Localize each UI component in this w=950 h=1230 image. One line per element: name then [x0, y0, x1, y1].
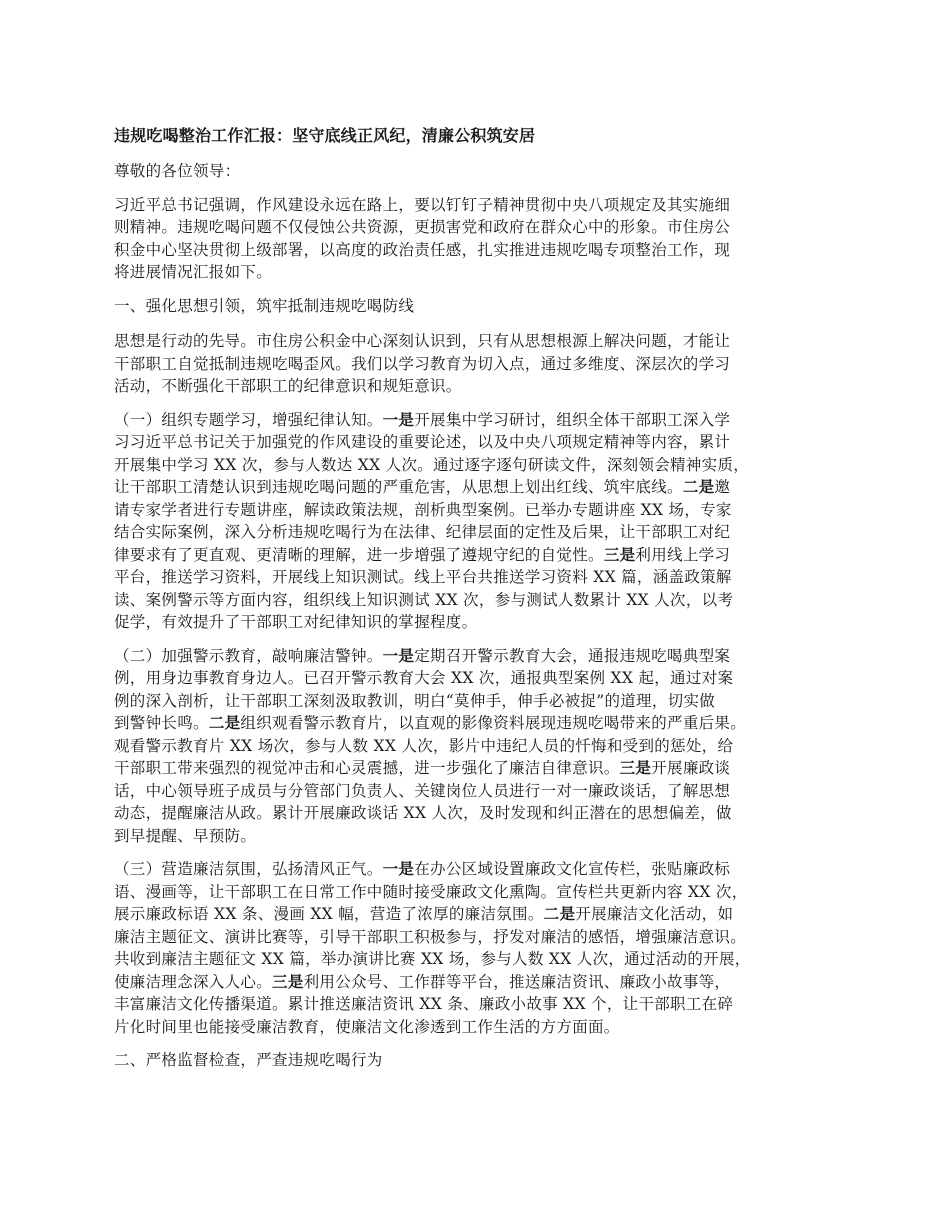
text-fragment: 组织观看警示教育片，以直观的影像资料展现违规吃喝带来的严重后果。 [240, 714, 747, 732]
document-title: 违规吃喝整治工作汇报：坚守底线正风纪，清廉公积筑安居 [114, 126, 536, 145]
text-line: 读、案例警示等方面内容，组织线上知识测试 XX 次，参与测试人数累计 XX 人次，以考 [114, 590, 734, 609]
text-line [114, 544, 844, 567]
text-line: 廉洁主题征文、演讲比赛等，引导干部职工积极参与，抒发对廉洁的感悟，增强廉洁意识。 [114, 927, 747, 946]
text-line [114, 409, 844, 432]
text-line [114, 645, 844, 668]
text-line: 到早提醒、早预防。 [114, 826, 257, 845]
section-1-heading: 一、强化思想引领，筑牢抵制违规吃喝防线 [114, 296, 415, 315]
subsection-1-paragraph [114, 409, 844, 634]
text-fragment: 开展廉洁文化活动，如 [575, 905, 734, 923]
text-fragment: 使廉洁理念深入人心。 [114, 972, 273, 991]
text-fragment: 开展廉政谈 [651, 759, 731, 777]
text-line: 话，中心领导班子成员与分管部门负责人、关键岗位人员进行一对一廉政谈话，了解思想 [114, 781, 731, 800]
text-line: 观看警示教育片 XX 场次，参与人数 XX 人次，影片中违纪人员的忏悔和受到的惩处，给 [114, 736, 734, 755]
text-line: 语、漫画等，让干部职工在日常工作中随时接受廉政文化熏陶。宣传栏共更新内容 XX 次， [114, 882, 748, 901]
subsection-heading: （三）营造廉洁氛围，弘扬清风正气。 [114, 860, 383, 878]
text-line: 习习近平总书记关于加强党的作风建设的重要论述，以及中央八项规定精神等内容，累计 [114, 433, 731, 451]
text-line [114, 476, 844, 499]
text-fragment: 利用线上学习 [635, 545, 731, 564]
text-line: 思想是行动的先导。市住房公积金中心深刻认识到，只有从思想根源上解决问题，才能让 [114, 332, 731, 350]
text-line: 积金中心坚决贯彻上级部署，以高度的政治责任感，扎实推进违规吃喝专项整治工作，现 [114, 240, 731, 259]
bold-label: 二是 [208, 713, 241, 732]
text-fragment: 到警钟长鸣。 [114, 714, 209, 732]
bold-label: 三是 [272, 971, 304, 991]
text-line: 干部职工自觉抵制违规吃喝歪风。我们以学习教育为切入点，通过多维度、深层次的学习 [114, 354, 731, 373]
section-2-heading: 二、严格监督检查，严查违规吃喝行为 [114, 1051, 383, 1069]
salutation: 尊敬的各位领导： [114, 162, 241, 180]
text-fragment: 邀 [714, 478, 731, 496]
subsection-heading: （二）加强警示教育，敲响廉洁警钟。 [114, 646, 383, 665]
bold-label: 一是 [382, 859, 415, 878]
text-line [114, 971, 844, 994]
text-line [114, 712, 844, 735]
text-line [114, 858, 844, 881]
section-1-intro-paragraph [114, 330, 844, 398]
subsection-2-paragraph [114, 645, 844, 848]
text-line: 动态，提醒廉洁从政。累计开展廉政谈话 XX 人次，及时发现和纠正潜在的思想偏差，做 [114, 804, 732, 822]
document-page [114, 124, 844, 1085]
text-line [114, 757, 844, 780]
text-line: 平台，推送学习资料，开展线上知识测试。线上平台共推送学习资料 XX 篇，涵盖政策解 [114, 568, 732, 586]
subsection-heading: （一）组织专题学习，增强纪律认知。 [114, 410, 383, 429]
bold-label: 二是 [682, 477, 715, 496]
text-line: 开展集中学习 XX 次，参与人数达 XX 人次。通过逐字逐句研读文件，深刻领会精神实质， [114, 455, 750, 474]
bold-label: 一是 [382, 645, 415, 665]
text-line: 例的深入剖析，让干部职工深刻汲取教训，明白“莫伸手，伸手必被捉”的道理，切实做 [114, 691, 716, 710]
bold-label: 三是 [619, 758, 652, 777]
text-fragment: 利用公众号、工作群等平台，推送廉洁资讯、廉政小故事等， [303, 972, 731, 991]
text-line: 请专家学者进行专题讲座，解读政策法规，剖析典型案例。已举办专题讲座 XX 场，专家 [114, 500, 732, 519]
text-line: 结合实际案例，深入分析违规吃喝行为在法律、纪律层面的定性及后果，让干部职工对纪 [114, 523, 731, 541]
text-line: 共收到廉洁主题征文 XX 篇，举办演讲比赛 XX 场，参与人数 XX 人次，通过活动的开展， [114, 950, 751, 968]
text-fragment: 在办公区域设置廉政文化宣传栏，张贴廉政标 [414, 860, 731, 878]
bold-label: 一是 [382, 409, 415, 429]
subsection-3-paragraph [114, 858, 844, 1038]
text-fragment: 展示廉政标语 XX 条、漫画 XX 幅，营造了浓厚的廉洁氛围。 [114, 905, 544, 923]
text-line [114, 903, 844, 926]
text-line: 丰富廉洁文化传播渠道。累计推送廉洁资讯 XX 条、廉政小故事 XX 个，让干部职工在碎 [114, 995, 734, 1013]
text-line: 将进展情况汇报如下。 [114, 263, 273, 281]
text-line: 片化时间里也能接受廉洁教育，使廉洁文化渗透到工作生活的方方面面。 [114, 1017, 620, 1036]
text-fragment: 干部职工带来强烈的视觉冲击和心灵震撼，进一步强化了廉洁自律意识。 [114, 759, 620, 777]
text-fragment: 律要求有了更直观、更清晰的理解，进一步增强了遵规守纪的自觉性。 [114, 545, 604, 564]
text-line: 则精神。违规吃喝问题不仅侵蚀公共资源，更损害党和政府在群众心中的形象。市住房公 [114, 218, 731, 236]
intro-paragraph [114, 194, 844, 284]
text-fragment: 让干部职工清楚认识到违规吃喝问题的严重危害，从思想上划出红线、筑牢底线。 [114, 478, 683, 496]
bold-label: 二是 [543, 904, 576, 923]
text-fragment: 定期召开警示教育大会，通报违规吃喝典型案 [414, 646, 731, 665]
bold-label: 三是 [603, 544, 636, 564]
text-line: 活动，不断强化干部职工的纪律意识和规矩意识。 [114, 377, 462, 395]
text-line: 促学，有效提升了干部职工对纪律知识的掌握程度。 [114, 613, 478, 631]
text-line: 习近平总书记强调，作风建设永远在路上，要以钉钉子精神贯彻中央八项规定及其实施细 [114, 195, 731, 214]
text-line: 例，用身边事教育身边人。已召开警示教育大会 XX 次，通报典型案例 XX 起，通过对案 [114, 669, 734, 687]
text-fragment: 开展集中学习研讨，组织全体干部职工深入学 [414, 410, 731, 429]
